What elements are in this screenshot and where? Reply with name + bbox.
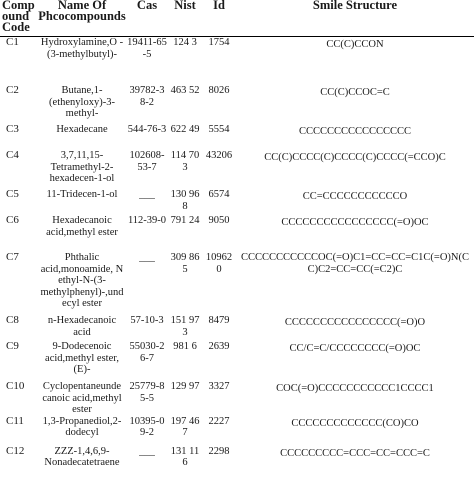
compound-nist: 622 49 xyxy=(170,124,200,135)
compound-nist: 114 703 xyxy=(170,150,200,173)
table-row xyxy=(0,416,474,446)
table-row xyxy=(0,252,474,315)
compound-smile: CCCCCCCCCCCOC(=O)C1=CC=CC=C1C(=O)N(CC)C2=CC=CC(=C2)C xyxy=(241,252,469,275)
compound-cas: 39782-38-2 xyxy=(129,85,165,108)
compound-nist: 309 865 xyxy=(170,252,200,275)
compound-id: 6574 xyxy=(208,189,230,200)
compound-smile: CC=CCCCCCCCCCCO xyxy=(302,191,408,202)
compound-cas: 10395-09-2 xyxy=(129,415,165,438)
header-id: Id xyxy=(202,0,236,37)
compound-cas: 19411-65-5 xyxy=(127,37,167,60)
compound-cas: 55030-26-7 xyxy=(129,341,165,364)
compound-code: C5 xyxy=(6,189,19,200)
compound-id: 3327 xyxy=(208,381,230,392)
compound-smile: COC(=O)CCCCCCCCCCC1CCCC1 xyxy=(276,383,434,394)
compound-cas: 25779-85-5 xyxy=(129,381,165,404)
compound-name: 1,3-Propanediol,2-dodecyl xyxy=(42,415,122,438)
compound-smile: CCCCCCCCCCCCCCCC xyxy=(298,126,412,137)
compound-nist: 124 3 xyxy=(173,37,197,48)
compound-smile: CCCCCCCCC=CCC=CC=CCC=C xyxy=(280,447,430,459)
compound-code: C8 xyxy=(6,315,19,326)
compound-nist: 151 973 xyxy=(170,315,200,338)
compound-name: Hexadecanoic acid,methyl ester xyxy=(46,215,118,238)
compound-cas: ___ xyxy=(139,252,155,263)
header-nist: Nist xyxy=(168,0,202,37)
table-row xyxy=(0,124,474,150)
compound-id: 1754 xyxy=(208,37,230,48)
compound-name: 9-Dodecenoic acid,methyl ester,(E)- xyxy=(45,341,119,375)
compound-name: n-Hexadecanoic acid xyxy=(47,315,117,338)
compound-smile: CC/C=C/CCCCCCCC(=O)OC xyxy=(289,343,421,354)
compound-id: 10962 0 xyxy=(205,252,233,275)
compound-id: 2227 xyxy=(208,415,230,427)
compound-nist: 981 6 xyxy=(173,341,197,352)
compound-cas: 112-39-0 xyxy=(127,215,167,226)
compound-smile: CCCCCCCCCCCCCCCC(=O)O xyxy=(284,317,426,328)
compound-cas: 544-76-3 xyxy=(127,124,167,135)
table-row xyxy=(0,150,474,189)
compound-id: 8479 xyxy=(208,315,230,326)
compound-name: Phthalic acid,monoamide, N ethyl-N-(3-methylphenyl)-,undecyl ester xyxy=(40,252,124,309)
header-cas: Cas xyxy=(126,0,168,37)
compound-smile: CC(C)CCON xyxy=(326,39,384,50)
compound-name: Hexadecane xyxy=(56,124,108,135)
compound-code: C3 xyxy=(6,124,19,135)
table-row xyxy=(0,189,474,215)
table-row xyxy=(0,215,474,252)
compound-code: C9 xyxy=(6,341,19,352)
compound-nist: 130 968 xyxy=(170,189,200,212)
compound-nist: 131 116 xyxy=(170,445,200,468)
compound-name: 3,7,11,15-Tetramethyl-2-hexadecen-1-ol xyxy=(49,150,115,184)
table-header xyxy=(0,0,474,37)
compound-id: 9050 xyxy=(208,215,230,226)
table-row xyxy=(0,37,474,86)
compound-id: 5554 xyxy=(208,124,230,135)
compound-code: C1 xyxy=(6,36,19,48)
compound-code: C4 xyxy=(6,150,19,161)
compound-name: ZZZ-1,4,6,9-Nonadecatetraene xyxy=(44,445,120,468)
compound-nist: 463 52 xyxy=(170,85,200,96)
table-row xyxy=(0,341,474,381)
compound-code: C10 xyxy=(6,381,25,392)
compound-cas: 57-10-3 xyxy=(130,315,164,326)
compound-nist: 129 97 xyxy=(170,381,200,392)
compound-name: Hydroxylamine,O -(3-methylbutyl)- xyxy=(40,37,124,60)
compound-id: 43206 xyxy=(205,150,233,161)
compound-code: C2 xyxy=(6,85,19,96)
compound-cas: ___ xyxy=(139,189,155,200)
compound-nist: 791 24 xyxy=(170,215,200,226)
compound-smile: CCCCCCCCCCCCCCCC(=O)OC xyxy=(281,217,429,228)
header-row xyxy=(0,0,474,37)
compound-cas: ___ xyxy=(139,445,155,457)
table-row xyxy=(0,381,474,416)
table-body xyxy=(0,37,474,480)
header-name: Name Of Phcocompounds xyxy=(38,0,126,37)
compound-smile: CC(C)CCOC=C xyxy=(320,87,390,98)
compound-code: C12 xyxy=(6,445,25,457)
compound-id: 2639 xyxy=(208,341,230,352)
table-row xyxy=(0,315,474,341)
compound-smile: CCCCCCCCCCCCC(CO)CO xyxy=(291,417,419,429)
compound-name: 11-Tridecen-1-ol xyxy=(46,189,118,200)
compound-name: Cyclopentaneunde canoic acid,methyl ester xyxy=(42,381,122,415)
compound-nist: 197 467 xyxy=(170,415,200,438)
compound-code: C6 xyxy=(6,215,19,226)
compound-cas: 102608-53-7 xyxy=(129,150,165,173)
compound-name: Butane,1-(ethenyloxy)-3-methyl- xyxy=(49,85,115,119)
compound-smile: CC(C)CCCC(C)CCCC(C)CCCC(=CCO)C xyxy=(264,152,446,163)
compound-id: 8026 xyxy=(208,85,230,96)
table-row xyxy=(0,85,474,124)
compound-code: C11 xyxy=(6,415,24,427)
compound-code: C7 xyxy=(6,252,19,263)
header-smile: Smile Structure xyxy=(236,0,474,37)
header-code: Comp ound Code xyxy=(0,0,38,37)
compound-id: 2298 xyxy=(208,445,230,457)
